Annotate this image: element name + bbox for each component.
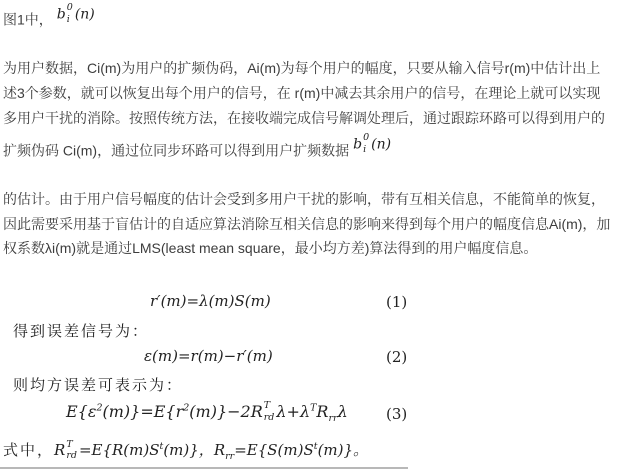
formula-eq2: ε(m)=r(m)−r′(m): [144, 347, 273, 365]
math-tail: (n): [74, 6, 95, 23]
footer-part: (m)}。: [317, 441, 369, 459]
footer-part: R: [54, 441, 66, 459]
footer-rd-supsub: [66, 440, 77, 461]
eq3-part: λ+λ: [276, 402, 311, 421]
intro-text: 图1中，: [3, 11, 53, 28]
math-sup: 0: [363, 132, 370, 143]
footer-part: R: [213, 441, 226, 459]
paragraph-line: 述3个参数，就可以恢复出每个用户的信号，在 r(m)中减去其余用户的信号，在理论上就可以实现: [3, 85, 601, 101]
paragraph-line: [3, 132, 392, 162]
math-base: b: [56, 6, 66, 23]
paragraph-line: 为用户数据，Ci(m)为用户的扩频伪码，Ai(m)为每个用户的幅度，只要从输入信号r(m)中估计出上: [3, 60, 601, 76]
formula-label-error-signal: 得到误差信号为：: [13, 322, 150, 340]
math-supsub: [67, 3, 73, 24]
footer-sup-t: t: [313, 441, 318, 452]
eq3-sup-2: 2: [96, 402, 103, 414]
footer-rr-sub: rr: [225, 451, 235, 462]
eq3-number: (3): [386, 405, 408, 423]
formula-eq1: r′(m)=λ(m)S(m): [150, 292, 271, 310]
footer-lead: 式中，: [3, 441, 55, 459]
paragraph-line-text: 扩频伪码 Ci(m)，通过位同步环路可以得到用户扩频数据: [3, 142, 350, 159]
eq3-sup-T: T: [310, 402, 317, 414]
math-sub: i: [66, 13, 70, 25]
paragraph-line: 因此需要采用基于盲估计的自适应算法消除互相关信息的影响来得到每个用户的幅度信息Ai(m)，加: [3, 216, 611, 232]
math-sup: 0: [66, 2, 73, 13]
scan-bottom-rule: [0, 467, 408, 469]
eq1-number: (1): [386, 293, 408, 311]
eq3-part: (m)}−2R: [189, 402, 263, 421]
footer-part: =E{S(m)S: [234, 441, 314, 459]
footer-part: =E{R(m)S: [78, 441, 160, 459]
math-sub: i: [363, 143, 367, 155]
formula-eq3: [66, 402, 348, 423]
inline-math-bi0n: [57, 4, 95, 25]
eq2-number: (2): [386, 348, 408, 366]
inline-math-bi0n: [353, 134, 391, 155]
paragraph-line: 的估计。由于用户信号幅度的估计会受到多用户干扰的影响，带有互相关信息，不能简单的恢复，: [3, 191, 605, 207]
paragraph-line: 权系数λi(m)就是通过LMS(least mean square，最小均方差)算法得到的用户幅度信息。: [3, 240, 538, 256]
eq3-rd-supsub: [264, 401, 275, 422]
eq3-part: λ: [337, 402, 348, 421]
footer-rd-sub: rd: [66, 450, 77, 461]
footer-rd-sup: T: [66, 438, 73, 450]
footer-part: (m)}，: [163, 441, 214, 459]
eq3-rd-sub: rd: [263, 411, 275, 423]
footer-sup-t: t: [159, 441, 164, 452]
eq3-part: R: [316, 402, 329, 421]
eq3-part: (m)}=E{r: [102, 402, 184, 421]
intro-line: [3, 2, 95, 31]
formula-label-mse: 则均方误差可表示为：: [13, 376, 184, 394]
paragraph-line: 多用户干扰的消除。按照传统方法，在接收端完成信号解调处理后，通过跟踪环路可以得到用户的: [3, 110, 605, 126]
eq3-part: E{ε: [66, 402, 97, 421]
eq3-sup-2: 2: [183, 402, 190, 414]
math-supsub: [363, 133, 369, 154]
math-tail: (n): [371, 136, 392, 153]
formula-footer: [3, 439, 368, 462]
math-base: b: [353, 136, 363, 153]
eq3-rr-sub: rr: [328, 413, 338, 425]
eq3-rd-sup: T: [263, 400, 271, 411]
